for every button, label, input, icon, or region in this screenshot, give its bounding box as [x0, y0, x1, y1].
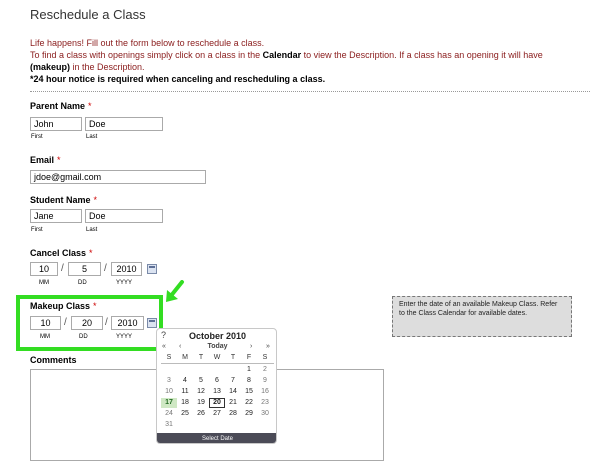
required-mark: * [93, 301, 97, 311]
calendar-day[interactable]: 2 [263, 366, 267, 373]
date-separator: / [105, 317, 108, 328]
student-first-sublabel: First [31, 227, 43, 233]
weekday-label: S [166, 354, 172, 361]
intro-line-2-prefix: To find a class with openings simply click on a class in the [30, 50, 263, 60]
parent-first-name-input[interactable]: John [30, 117, 82, 131]
intro-line-3-suffix: in the Description. [70, 62, 145, 72]
student-name-label [30, 195, 97, 205]
next-month-button[interactable]: › [250, 343, 253, 350]
page-title: Reschedule a Class [30, 7, 146, 22]
email-label [30, 155, 61, 165]
calendar-day[interactable]: 23 [261, 399, 269, 406]
required-mark: * [57, 155, 61, 165]
required-mark: * [89, 248, 93, 258]
intro-line-3 [30, 61, 590, 73]
date-picker-popup [156, 328, 277, 444]
calendar-day[interactable]: 15 [245, 388, 253, 395]
comments-label: Comments [30, 355, 77, 365]
date-separator: / [64, 317, 67, 328]
calendar-picker-icon[interactable] [147, 264, 157, 274]
calendar-day[interactable]: 29 [245, 410, 253, 417]
weekday-label: S [262, 354, 268, 361]
calendar-day[interactable]: 22 [245, 399, 253, 406]
makeup-keyword: (makeup) [30, 62, 71, 72]
cancel-month-input[interactable]: 10 [30, 262, 58, 276]
calendar-day[interactable]: 6 [215, 377, 219, 384]
calendar-day[interactable]: 7 [231, 377, 235, 384]
calendar-day[interactable]: 3 [167, 377, 171, 384]
calendar-day[interactable]: 18 [181, 399, 189, 406]
calendar-day[interactable]: 28 [229, 410, 237, 417]
date-separator: / [61, 263, 64, 274]
calendar-link[interactable]: Calendar [262, 50, 302, 60]
cancel-yyyy-sublabel: YYYY [116, 280, 133, 286]
cancel-dd-sublabel: DD [78, 280, 87, 286]
makeup-day-input[interactable]: 20 [71, 316, 103, 330]
calendar-day[interactable]: 31 [165, 421, 173, 428]
calendar-month-title: October 2010 [188, 331, 247, 341]
makeup-month-input[interactable]: 10 [30, 316, 61, 330]
makeup-class-label [30, 301, 97, 311]
parent-name-label [30, 101, 92, 111]
calendar-day[interactable]: 1 [247, 366, 251, 373]
weekday-label: T [198, 354, 204, 361]
cancel-class-label [30, 248, 93, 258]
prev-year-button[interactable]: « [162, 343, 166, 350]
email-field[interactable]: jdoe@gmail.com [30, 170, 206, 184]
select-date-footer[interactable]: Select Date [157, 433, 277, 444]
required-mark: * [88, 101, 92, 111]
calendar-day[interactable]: 26 [197, 410, 205, 417]
help-icon[interactable]: ? [161, 330, 167, 340]
cancel-class-label-text: Cancel Class [30, 248, 87, 258]
email-label-text: Email [30, 155, 55, 165]
calendar-day[interactable]: 21 [229, 399, 237, 406]
makeup-mm-sublabel: MM [40, 334, 50, 340]
calendar-day[interactable]: 27 [213, 410, 221, 417]
calendar-day[interactable]: 9 [263, 377, 267, 384]
calendar-day[interactable]: 30 [261, 410, 269, 417]
parent-last-name-input[interactable]: Doe [85, 117, 163, 131]
calendar-day[interactable]: 17 [161, 398, 177, 408]
calendar-day[interactable]: 11 [181, 388, 189, 395]
today-button[interactable]: Today [207, 343, 228, 350]
student-first-name-input[interactable]: Jane [30, 209, 82, 223]
weekday-label: M [182, 354, 188, 361]
calendar-day[interactable]: 5 [199, 377, 203, 384]
required-mark: * [93, 195, 98, 205]
makeup-dd-sublabel: DD [79, 334, 88, 340]
calendar-day[interactable]: 14 [229, 388, 237, 395]
calendar-day[interactable]: 19 [197, 399, 205, 406]
student-last-sublabel: Last [86, 227, 98, 233]
cancel-mm-sublabel: MM [39, 280, 49, 286]
student-last-name-input[interactable]: Doe [85, 209, 163, 223]
calendar-nav [157, 343, 277, 352]
intro-line-2-suffix: to view the Description. If a class has an opening it will have [301, 50, 543, 60]
intro-line-2 [30, 49, 590, 61]
makeup-yyyy-sublabel: YYYY [116, 334, 133, 340]
notice-text: *24 hour notice is required when canceling and rescheduling a class. [30, 74, 326, 84]
calendar-day[interactable]: 4 [183, 377, 187, 384]
makeup-class-label-text: Makeup Class [30, 301, 91, 311]
cancel-year-input[interactable]: 2010 [111, 262, 142, 276]
calendar-day[interactable]: 16 [261, 388, 269, 395]
calendar-day[interactable]: 24 [165, 410, 173, 417]
parent-name-label-text: Parent Name [30, 101, 86, 111]
student-name-label-text: Student Name [30, 195, 91, 205]
intro-line-1: Life happens! Fill out the form below to reschedule a class. [30, 38, 265, 48]
calendar-day[interactable]: 8 [247, 377, 251, 384]
green-arrow-icon [164, 280, 186, 304]
calendar-day[interactable]: 25 [181, 410, 189, 417]
section-divider [30, 91, 590, 92]
calendar-day[interactable]: 10 [165, 388, 173, 395]
weekday-label: W [213, 354, 221, 361]
weekday-header [161, 353, 274, 364]
weekday-label: F [246, 354, 252, 361]
calendar-picker-icon[interactable] [147, 318, 157, 328]
parent-first-sublabel: First [31, 134, 43, 140]
calendar-day[interactable]: 13 [213, 388, 221, 395]
weekday-label: T [230, 354, 236, 361]
intro-text [30, 37, 590, 85]
makeup-hint: Enter the date of an available Makeup Class. Refer to the Class Calendar for available dates. [392, 296, 572, 337]
calendar-day[interactable]: 12 [197, 388, 205, 395]
prev-month-button[interactable]: ‹ [179, 343, 182, 350]
date-separator: / [104, 263, 107, 274]
next-year-button[interactable]: » [266, 343, 270, 350]
cancel-day-input[interactable]: 5 [68, 262, 101, 276]
calendar-day-selected[interactable]: 20 [209, 398, 225, 408]
makeup-year-input[interactable]: 2010 [111, 316, 144, 330]
parent-last-sublabel: Last [86, 134, 98, 140]
